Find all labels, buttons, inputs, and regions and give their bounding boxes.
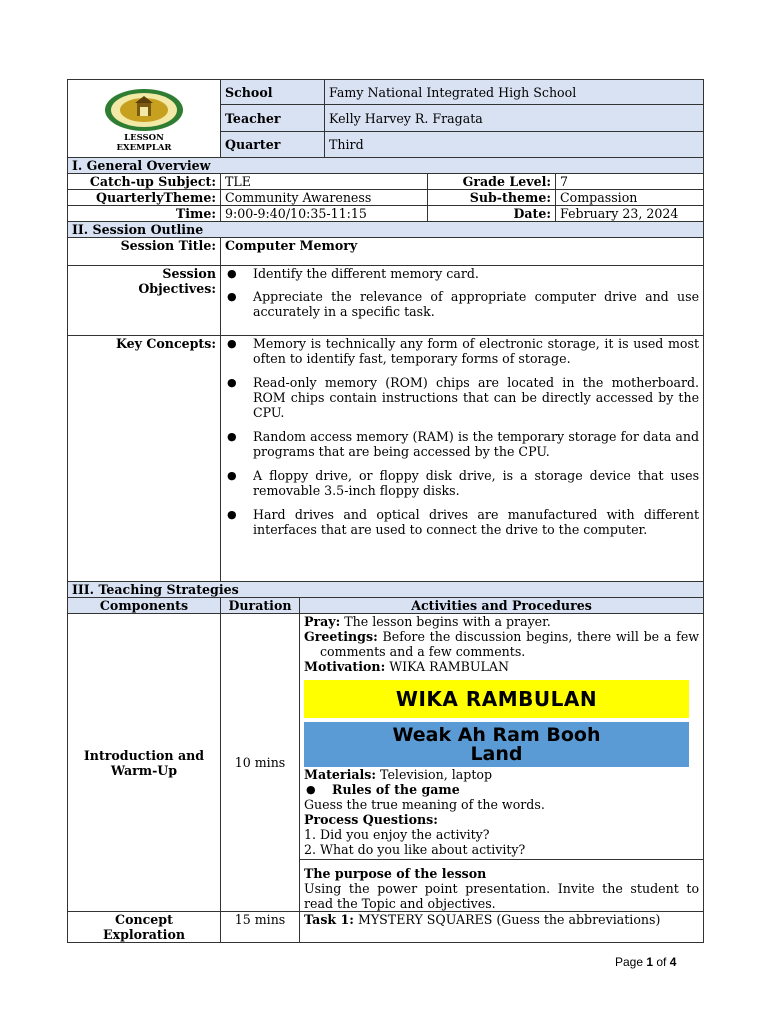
- motivation-line: Motivation: WIKA RAMBULAN: [304, 659, 509, 674]
- school-value: Famy National Integrated High School: [325, 80, 704, 105]
- col-activities: Activities and Procedures: [300, 598, 704, 614]
- school-seal-icon: [104, 88, 184, 132]
- concept-activities: Task 1: MYSTERY SQUARES (Guess the abbreviations): [300, 912, 704, 943]
- materials-line: Materials: Television, laptop: [304, 767, 493, 782]
- concept-item: ● Memory is technically any form of electronic storage, it is used most often to identify fast, temporary forms of storage.: [225, 336, 699, 366]
- intro-component: Introduction and Warm-Up: [68, 614, 221, 912]
- question-2: 2. What do you like about activity?: [304, 842, 526, 857]
- key-concepts-cell: [221, 336, 704, 582]
- logo-cell: [68, 80, 221, 158]
- col-duration: Duration: [221, 598, 300, 614]
- theme-value: Community Awareness: [221, 190, 428, 206]
- wika-rambulan-banner: WIKA RAMBULAN: [304, 680, 689, 718]
- greetings-line: Greetings: Before the discussion begins, there will be a few comments and a few comments.: [304, 629, 700, 659]
- objectives-label: Session Objectives:: [68, 266, 221, 336]
- concept-item: ● Read-only memory (ROM) chips are located in the motherboard. ROM chips contain instructions that can be directly accessed by the CPU.: [225, 375, 699, 420]
- grade-value: 7: [556, 174, 704, 190]
- session-title-value: Computer Memory: [221, 238, 704, 266]
- concept-item: ● A floppy drive, or floppy disk drive, is a storage device that uses removable 3.5-inch floppy disks.: [225, 468, 699, 498]
- objective-item: ● Identify the different memory card.: [225, 266, 699, 281]
- section-session-outline: II. Session Outline: [68, 222, 704, 238]
- pray-line: Pray: The lesson begins with a prayer.: [304, 614, 551, 629]
- rules-heading: ● Rules of the game: [304, 782, 699, 797]
- question-1: 1. Did you enjoy the activity?: [304, 827, 490, 842]
- date-label: Date:: [428, 206, 556, 222]
- concept-item: ● Hard drives and optical drives are manufactured with different interfaces that are used to connect the drive to the computer.: [225, 507, 699, 537]
- wika-pronunciation-banner: Weak Ah Ram Booh Land: [304, 722, 689, 767]
- purpose-heading: The purpose of the lesson: [304, 866, 487, 881]
- process-questions-heading: Process Questions:: [304, 812, 438, 827]
- objective-item: ● Appreciate the relevance of appropriate computer drive and use accurately in a specific task.: [225, 289, 699, 319]
- quarter-value: Third: [325, 132, 704, 158]
- teacher-value: Kelly Harvey R. Fragata: [325, 105, 704, 132]
- school-label: School: [221, 80, 325, 105]
- concept-component: Concept Exploration: [68, 912, 221, 943]
- purpose-cell: [300, 860, 704, 912]
- rules-text: Guess the true meaning of the words.: [304, 797, 545, 812]
- subject-label: Catch-up Subject:: [68, 174, 221, 190]
- subtheme-value: Compassion: [556, 190, 704, 206]
- time-label: Time:: [68, 206, 221, 222]
- lesson-exemplar-table: [67, 79, 704, 943]
- subtheme-label: Sub-theme:: [428, 190, 556, 206]
- concept-item: ● Random access memory (RAM) is the temporary storage for data and programs that are being accessed by the CPU.: [225, 429, 699, 459]
- session-title-label: Session Title:: [68, 238, 221, 266]
- time-value: 9:00-9:40/10:35-11:15: [221, 206, 428, 222]
- concept-duration: 15 mins: [221, 912, 300, 943]
- page-number: Page 1 of 4: [615, 955, 677, 969]
- key-concepts-label: Key Concepts:: [68, 336, 221, 582]
- quarter-label: Quarter: [221, 132, 325, 158]
- objectives-cell: [221, 266, 704, 336]
- col-components: Components: [68, 598, 221, 614]
- subject-value: TLE: [221, 174, 428, 190]
- purpose-text: Using the power point presentation. Invite the student to read the Topic and objectives.: [304, 881, 700, 911]
- section-teaching-strategies: III. Teaching Strategies: [68, 582, 704, 598]
- teacher-label: Teacher: [221, 105, 325, 132]
- section-general-overview: I. General Overview: [68, 158, 704, 174]
- grade-label: Grade Level:: [428, 174, 556, 190]
- intro-activities: [300, 614, 704, 860]
- intro-duration: 10 mins: [221, 614, 300, 912]
- logo-caption: LESSON EXEMPLAR: [116, 133, 172, 153]
- date-value: February 23, 2024: [556, 206, 704, 222]
- theme-label: QuarterlyTheme:: [68, 190, 221, 206]
